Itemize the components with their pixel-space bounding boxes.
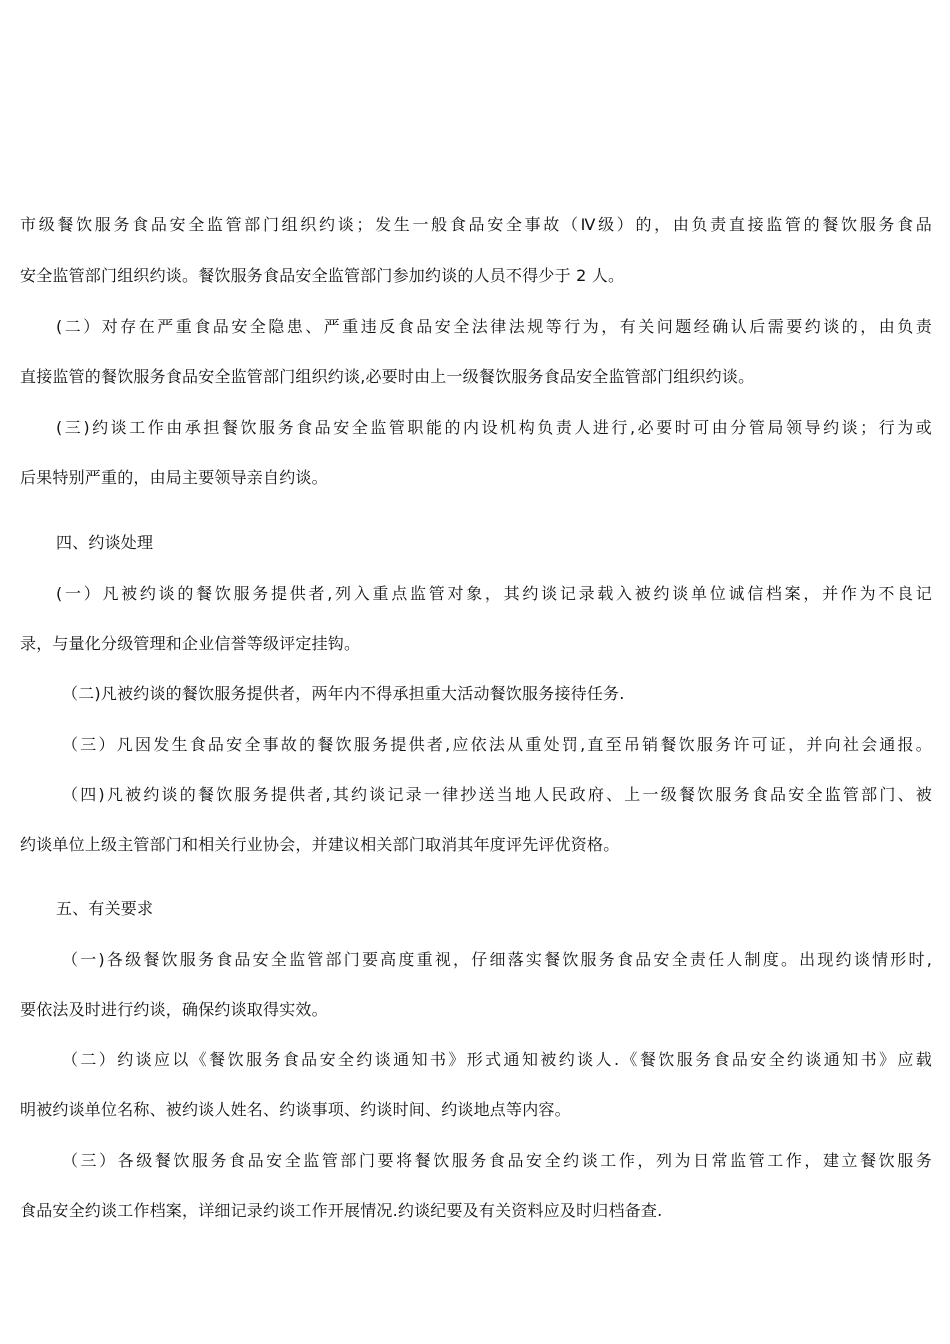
paragraph-line: 后果特别严重的，由局主要领导亲自约谈。 bbox=[20, 468, 328, 487]
paragraph-line: (一）凡被约谈的餐饮服务提供者,列入重点监管对象，其约谈记录载入被约谈单位诚信档案，并作为不良记 bbox=[56, 584, 932, 603]
section-heading: 五、有关要求 bbox=[56, 899, 154, 918]
paragraph-line: 要依法及时进行约谈，确保约谈取得实效。 bbox=[20, 1000, 328, 1019]
paragraph-line: 市级餐饮服务食品安全监管部门组织约谈；发生一般食品安全事故（Ⅳ级）的，由负责直接监管的餐饮服务食品 bbox=[20, 215, 932, 234]
section-heading: 四、约谈处理 bbox=[56, 533, 154, 552]
paragraph-line: 录，与量化分级管理和企业信誉等级评定挂钩。 bbox=[20, 634, 361, 653]
paragraph-line: 食品安全约谈工作档案，详细记录约谈工作开展情况.约谈纪要及有关资料应及时归档备查. bbox=[20, 1201, 663, 1220]
paragraph-line: 明被约谈单位名称、被约谈人姓名、约谈事项、约谈时间、约谈地点等内容。 bbox=[20, 1100, 571, 1119]
paragraph-line: 安全监管部门组织约谈。餐饮服务食品安全监管部门参加约谈的人员不得少于 2 人。 bbox=[20, 266, 625, 285]
paragraph-line: （三）各级餐饮服务食品安全监管部门要将餐饮服务食品安全约谈工作，列为日常监管工作，建立餐饮服务 bbox=[62, 1151, 932, 1170]
paragraph-line: (二）对存在严重食品安全隐患、严重违反食品安全法律法规等行为，有关问题经确认后需要约谈的，由负责 bbox=[56, 317, 932, 336]
paragraph-line: （二）约谈应以《餐饮服务食品安全约谈通知书》形式通知被约谈人.《餐饮服务食品安全约谈通知书》应载 bbox=[62, 1050, 932, 1069]
paragraph-line: 约谈单位上级主管部门和相关行业协会，并建议相关部门取消其年度评先评优资格。 bbox=[20, 835, 620, 854]
paragraph-line: （二)凡被约谈的餐饮服务提供者，两年内不得承担重大活动餐饮服务接待任务. bbox=[62, 684, 625, 703]
paragraph-line: （三）凡因发生食品安全事故的餐饮服务提供者,应依法从重处罚,直至吊销餐饮服务许可证，并向社会通报。 bbox=[62, 735, 932, 754]
paragraph-line: (三)约谈工作由承担餐饮服务食品安全监管职能的内设机构负责人进行,必要时可由分管局领导约谈；行为或 bbox=[56, 418, 932, 437]
paragraph-line: （四)凡被约谈的餐饮服务提供者,其约谈记录一律抄送当地人民政府、上一级餐饮服务食品安全监管部门、被 bbox=[62, 785, 932, 804]
paragraph-line: 直接监管的餐饮服务食品安全监管部门组织约谈,必要时由上一级餐饮服务食品安全监管部门组织约谈。 bbox=[20, 367, 755, 386]
paragraph-line: （一)各级餐饮服务食品安全监管部门要高度重视，仔细落实餐饮服务食品安全责任人制度。出现约谈情形时, bbox=[62, 950, 932, 969]
